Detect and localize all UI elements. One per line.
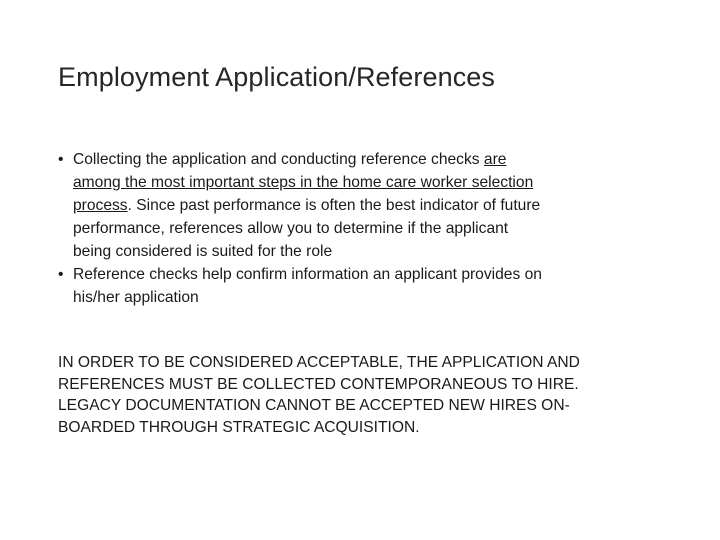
bullet-text: his/her application — [73, 289, 199, 306]
notice-line: BOARDED THROUGH STRATEGIC ACQUISITION. — [58, 418, 420, 436]
bullet-item-reference-checks — [58, 263, 658, 309]
bullet-text-lead: Collecting the application and conducting reference checks — [73, 151, 484, 168]
bullet-text: being considered is suited for the role — [73, 243, 333, 260]
bullet-text-underlined: are — [483, 151, 507, 168]
bullet-text-underlined: among the most important steps in the home care worker selection — [73, 174, 534, 191]
bullet-text-underlined: process — [73, 197, 128, 214]
bullet-list — [58, 148, 658, 309]
notice-line: LEGACY DOCUMENTATION CANNOT BE ACCEPTED NEW HIRES ON- — [58, 397, 570, 414]
bullet-item-application — [58, 148, 658, 263]
bullet-text: performance, references allow you to determine if the applicant — [73, 220, 509, 237]
notice-paragraph — [58, 352, 668, 438]
slide-title: Employment Application/References — [58, 62, 496, 92]
bullet-icon: • — [58, 266, 64, 283]
bullet-text: Reference checks help confirm information an applicant provides on — [73, 266, 542, 283]
bullet-icon: • — [58, 151, 64, 168]
notice-line: REFERENCES MUST BE COLLECTED CONTEMPORANEOUS TO HIRE. — [58, 375, 579, 393]
bullet-text: . Since past performance is often the best indicator of future — [127, 197, 541, 214]
notice-line: IN ORDER TO BE CONSIDERED ACCEPTABLE, THE APPLICATION AND — [58, 354, 580, 371]
